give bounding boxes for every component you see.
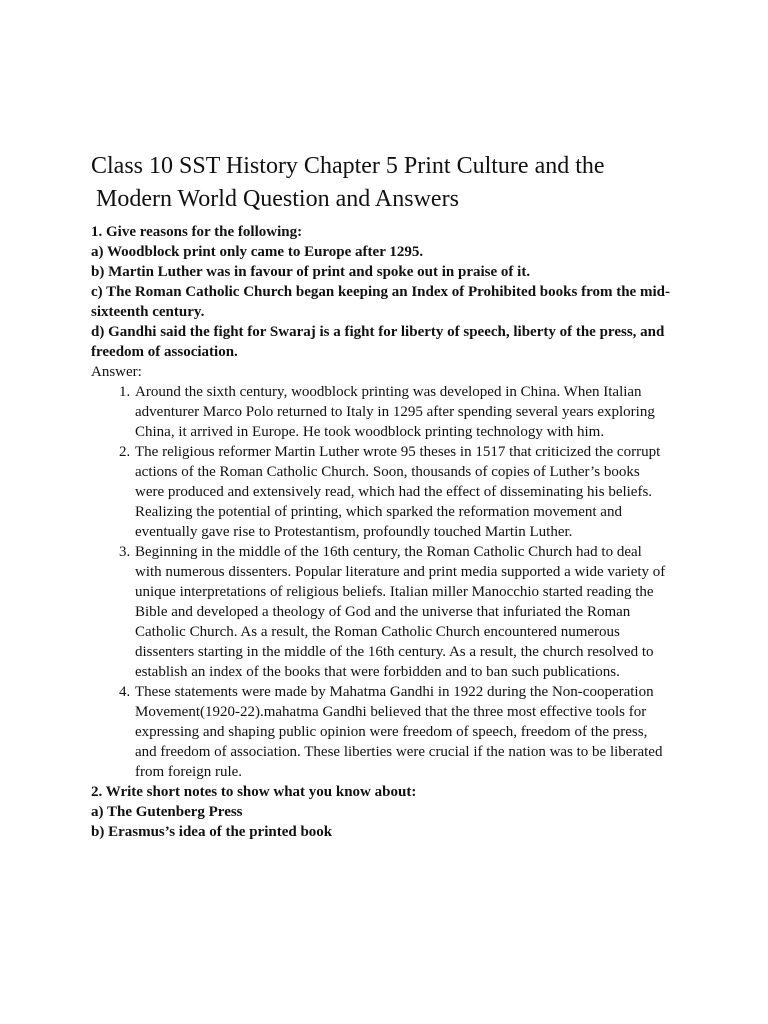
answer-item-3: 3. Beginning in the middle of the 16th century, the Roman Catholic Church had to deal with numerous dissenters. Popular literature and print media supported a wide variety of unique interpretations of religious beliefs. Italian miller Manocchio started reading the Bible and developed a theology of God and the universe that infuriated the Roman Catholic Church. As a result, the Roman Catholic Church encountered numerous dissenters starting in the middle of the 16th century. As a result, the church resolved to establish an index of the books that were forbidden and to ban such publications. <box>134 542 671 682</box>
question-2-heading: 2. Write short notes to show what you know about: <box>91 784 417 800</box>
answer-item-4: 4. These statements were made by Mahatma Gandhi in 1922 during the Non-cooperation Movement(1920-22).mahatma Gandhi believed that the three most effective tools for expressing and shaping public opinion were freedom of speech, freedom of the press, and freedom of association. These liberties were crucial if the nation was to be liberated from foreign rule. <box>134 682 671 782</box>
question-2-part-a: a) The Gutenberg Press <box>91 804 243 820</box>
question-1-heading: 1. Give reasons for the following: <box>91 224 303 240</box>
answer-item-1: 1. Around the sixth century, woodblock printing was developed in China. When Italian adventurer Marco Polo returned to Italy in 1295 after spending several years exploring China, it arrived in Europe. He took woodblock printing technology with him. <box>134 382 671 442</box>
document-title: Class 10 SST History Chapter 5 Print Culture and the Modern World Question and Answers <box>91 153 605 212</box>
answer-item-2: 2. The religious reformer Martin Luther wrote 95 theses in 1517 that criticized the corrupt actions of the Roman Catholic Church. Soon, thousands of copies of Luther’s books were produced and extensively read, which had the effect of disseminating his beliefs. Realizing the potential of printing, which sparked the reformation movement and eventually gave rise to Protestantism, profoundly touched Martin Luther. <box>134 442 671 542</box>
question-1-part-d: d) Gandhi said the fight for Swaraj is a fight for liberty of speech, liberty of the press, and freedom of association. <box>91 324 665 360</box>
answer-label: Answer: <box>91 364 142 380</box>
answer-list <box>91 382 671 782</box>
question-2-part-b: b) Erasmus’s idea of the printed book <box>91 824 333 840</box>
question-1-part-a: a) Woodblock print only came to Europe after 1295. <box>91 244 424 260</box>
question-1-part-c: c) The Roman Catholic Church began keeping an Index of Prohibited books from the mid-sixteenth century. <box>91 284 670 320</box>
question-1-part-b: b) Martin Luther was in favour of print and spoke out in praise of it. <box>91 264 531 280</box>
document-page <box>91 150 671 842</box>
